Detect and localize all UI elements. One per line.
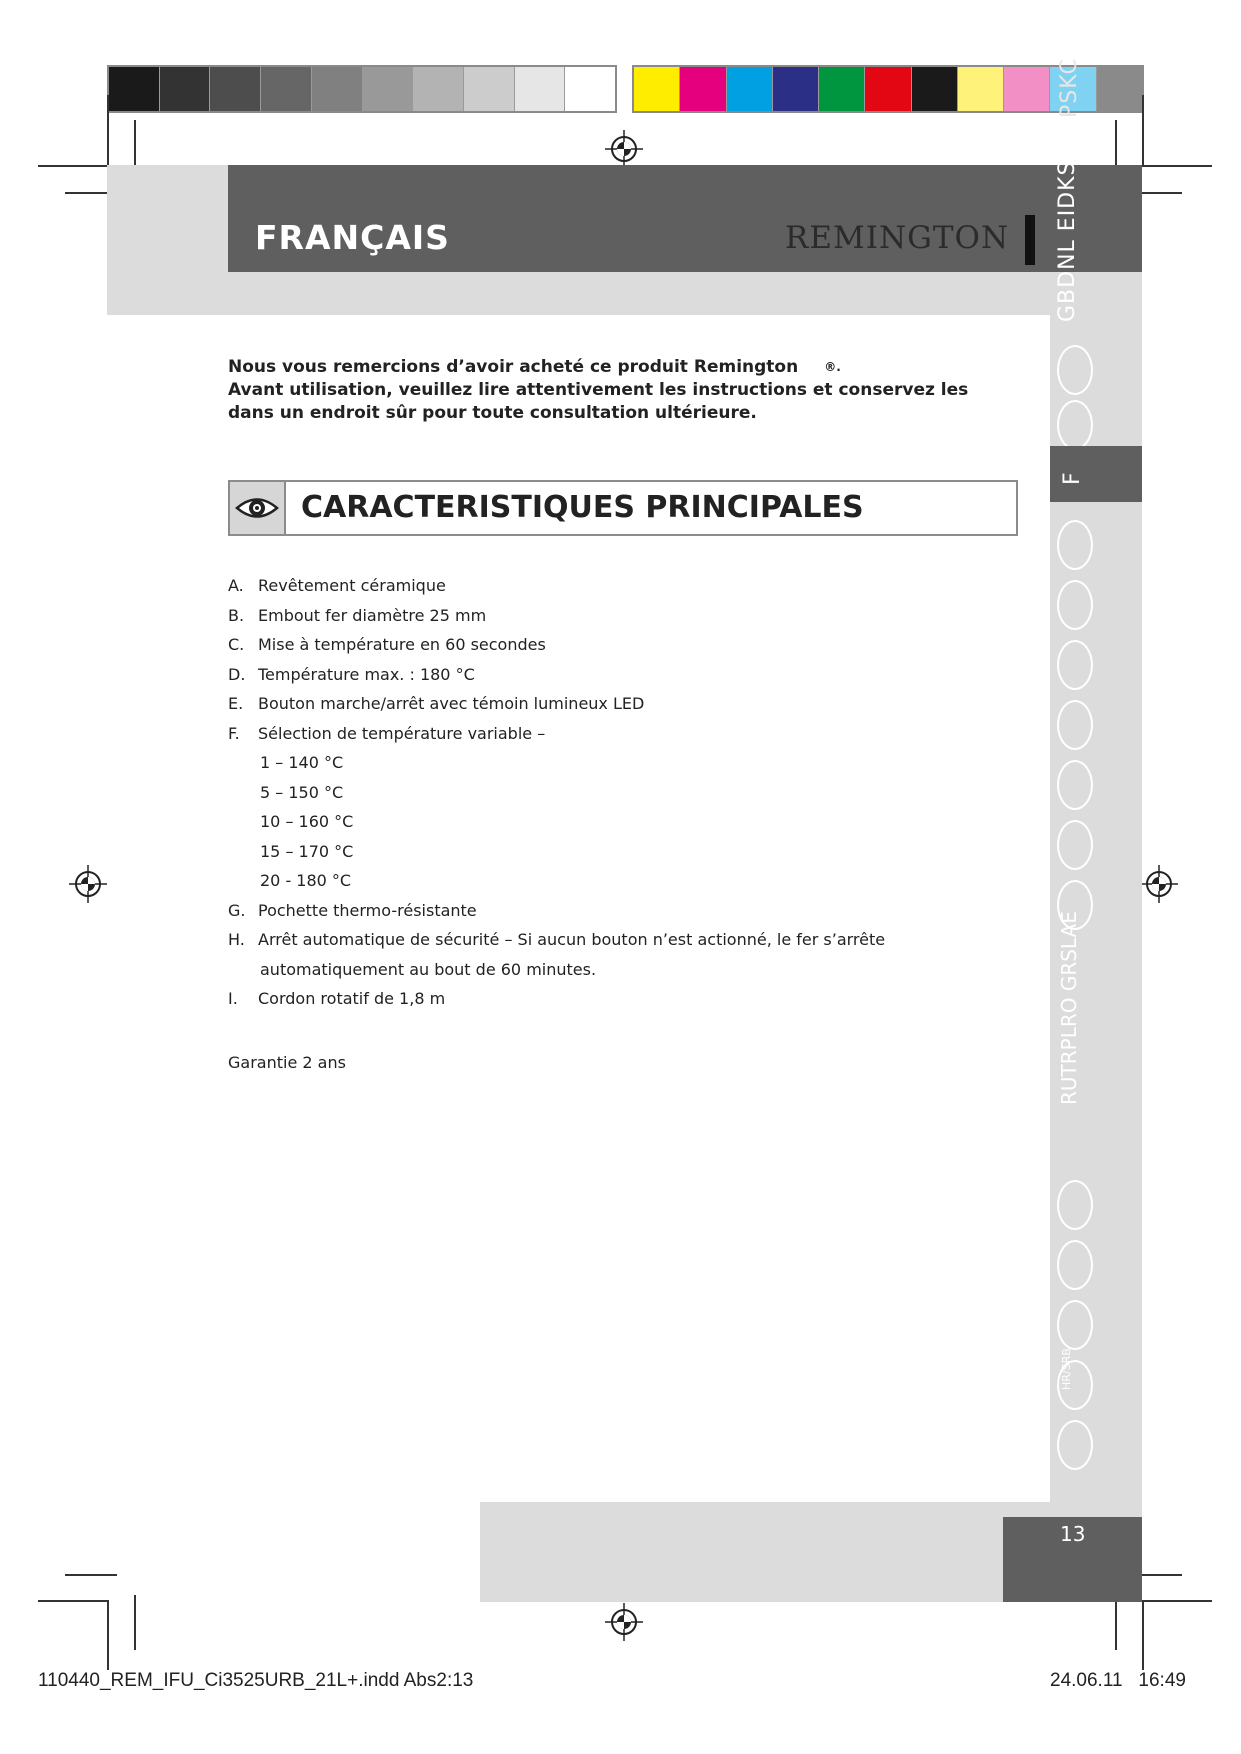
feature-text: Revêtement céramique bbox=[258, 576, 446, 595]
side-tab-oval[interactable] bbox=[1057, 345, 1093, 395]
frame-top-strip bbox=[107, 272, 1051, 315]
intro-line bbox=[228, 356, 968, 379]
color-swatch bbox=[312, 67, 363, 111]
color-swatch bbox=[160, 67, 211, 111]
feature-item bbox=[228, 635, 546, 654]
feature-item bbox=[228, 576, 446, 595]
color-swatch bbox=[261, 67, 312, 111]
feature-item bbox=[228, 665, 475, 684]
color-swatch bbox=[819, 67, 865, 111]
side-tab-languages-cut: PSKC bbox=[1057, 58, 1082, 118]
temperature-step-item bbox=[260, 842, 353, 861]
color-swatch bbox=[727, 67, 773, 111]
crop-mark bbox=[38, 1600, 108, 1602]
side-tab-oval[interactable] bbox=[1057, 820, 1093, 870]
side-tab-active-label: F bbox=[1060, 472, 1085, 485]
feature-continuation: automatiquement au bout de 60 minutes. bbox=[260, 959, 597, 979]
registration-mark-icon bbox=[69, 865, 107, 903]
intro-line-2: Avant utilisation, veuillez lire attentivement les instructions et conservez les bbox=[228, 380, 969, 400]
feature-letter: A. bbox=[228, 576, 244, 595]
side-tab-languages-middle: RUTRPLRO GRSLAE bbox=[1057, 911, 1081, 1105]
section-title: CARACTERISTIQUES PRINCIPALES bbox=[301, 490, 864, 525]
footer-time: 16:49 bbox=[1138, 1670, 1186, 1691]
warranty-text: Garantie 2 ans bbox=[228, 1053, 346, 1072]
side-tab-oval[interactable] bbox=[1057, 1420, 1093, 1470]
footer-date: 24.06.11 bbox=[1050, 1670, 1123, 1691]
feature-letter: B. bbox=[228, 605, 245, 625]
feature-text: Bouton marche/arrêt avec témoin lumineux LED bbox=[258, 694, 645, 713]
side-tab-languages-lower: HR/SRB bbox=[1060, 1348, 1073, 1390]
color-swatch bbox=[773, 67, 819, 111]
color-swatch bbox=[865, 67, 911, 111]
feature-text: Embout fer diamètre 25 mm bbox=[258, 605, 487, 625]
crop-mark bbox=[65, 1574, 117, 1576]
temperature-step: 5 – 150 °C bbox=[260, 782, 344, 802]
intro-line-1: Nous vous remercions d’avoir acheté ce produit Remington bbox=[228, 357, 799, 377]
feature-letter: C. bbox=[228, 635, 245, 654]
color-swatch bbox=[363, 67, 414, 111]
feature-letter: F. bbox=[228, 723, 240, 743]
feature-text: Mise à température en 60 secondes bbox=[258, 635, 546, 654]
side-tab-oval[interactable] bbox=[1057, 400, 1093, 450]
color-swatch bbox=[634, 67, 680, 111]
brand-logo-bar bbox=[1025, 215, 1035, 265]
feature-letter: I. bbox=[228, 989, 238, 1008]
page-title: FRANÇAIS bbox=[255, 218, 450, 257]
registration-mark-icon bbox=[605, 130, 643, 168]
feature-item bbox=[228, 989, 445, 1008]
page-number: 13 bbox=[1060, 1522, 1086, 1546]
side-tab-oval[interactable] bbox=[1057, 700, 1093, 750]
feature-letter: D. bbox=[228, 664, 246, 684]
crop-mark bbox=[134, 1595, 136, 1650]
eye-icon bbox=[235, 493, 279, 523]
temperature-step-item bbox=[260, 871, 351, 890]
temperature-step: 10 – 160 °C bbox=[260, 812, 354, 831]
color-swatch bbox=[515, 67, 566, 111]
color-swatch bbox=[912, 67, 958, 111]
registered-mark: ®. bbox=[824, 360, 841, 374]
intro-text bbox=[228, 356, 968, 425]
feature-item bbox=[228, 901, 477, 920]
section-icon-box bbox=[230, 482, 286, 534]
temperature-step: 20 - 180 °C bbox=[260, 871, 352, 890]
side-tab-oval[interactable] bbox=[1057, 580, 1093, 630]
temperature-step-item bbox=[260, 812, 353, 831]
side-tab-oval[interactable] bbox=[1057, 520, 1093, 570]
side-tab-languages-top: GBDNL EIDKS bbox=[1055, 160, 1080, 322]
side-tab-oval[interactable] bbox=[1057, 640, 1093, 690]
feature-item bbox=[228, 724, 545, 743]
color-swatch bbox=[565, 67, 615, 111]
feature-item bbox=[228, 606, 486, 625]
side-tab-oval[interactable] bbox=[1057, 1240, 1093, 1290]
temperature-step-item bbox=[260, 753, 343, 772]
crop-mark bbox=[38, 165, 108, 167]
color-swatch bbox=[413, 67, 464, 111]
brand-logo-text: REMINGTON bbox=[785, 220, 1010, 256]
color-swatch bbox=[464, 67, 515, 111]
feature-text: Sélection de température variable – bbox=[258, 723, 546, 743]
crop-mark bbox=[107, 95, 109, 165]
registration-mark-icon bbox=[605, 1603, 643, 1641]
color-swatch bbox=[210, 67, 261, 111]
color-swatch bbox=[958, 67, 1004, 111]
side-tab-oval[interactable] bbox=[1057, 1300, 1093, 1350]
crop-mark bbox=[107, 1600, 109, 1670]
temperature-step: 1 – 140 °C bbox=[260, 753, 344, 772]
feature-text: Cordon rotatif de 1,8 m bbox=[258, 989, 446, 1008]
intro-line-3: dans un endroit sûr pour toute consultation ultérieure. bbox=[228, 403, 757, 423]
footer-filename: 110440_REM_IFU_Ci3525URB_21L+.indd Abs2:13 bbox=[38, 1670, 474, 1691]
color-swatch bbox=[1097, 67, 1142, 111]
crop-mark bbox=[1142, 95, 1144, 165]
section-heading bbox=[228, 480, 1018, 536]
grayscale-color-bar bbox=[107, 65, 617, 113]
crop-mark bbox=[1142, 1600, 1144, 1670]
feature-item-continuation bbox=[260, 960, 596, 979]
side-tab-oval[interactable] bbox=[1057, 760, 1093, 810]
registration-mark-icon bbox=[1140, 865, 1178, 903]
feature-text: Arrêt automatique de sécurité – Si aucun bouton n’est actionné, le fer s’arrête bbox=[258, 930, 886, 949]
side-tab-oval[interactable] bbox=[1057, 1180, 1093, 1230]
feature-item bbox=[228, 694, 644, 713]
temperature-step: 15 – 170 °C bbox=[260, 841, 354, 861]
crop-mark bbox=[1115, 1595, 1117, 1650]
crop-mark bbox=[1142, 165, 1212, 167]
feature-item bbox=[228, 930, 885, 949]
color-swatch bbox=[109, 67, 160, 111]
crop-mark bbox=[1142, 1600, 1212, 1602]
feature-text: Température max. : 180 °C bbox=[258, 664, 475, 684]
color-swatch bbox=[1004, 67, 1050, 111]
color-swatch bbox=[680, 67, 726, 111]
footer-datetime bbox=[1050, 1670, 1186, 1692]
feature-letter: E. bbox=[228, 694, 244, 713]
feature-text: Pochette thermo-résistante bbox=[258, 900, 477, 920]
temperature-step-item bbox=[260, 783, 343, 802]
feature-letter: H. bbox=[228, 930, 245, 949]
feature-letter: G. bbox=[228, 900, 246, 920]
